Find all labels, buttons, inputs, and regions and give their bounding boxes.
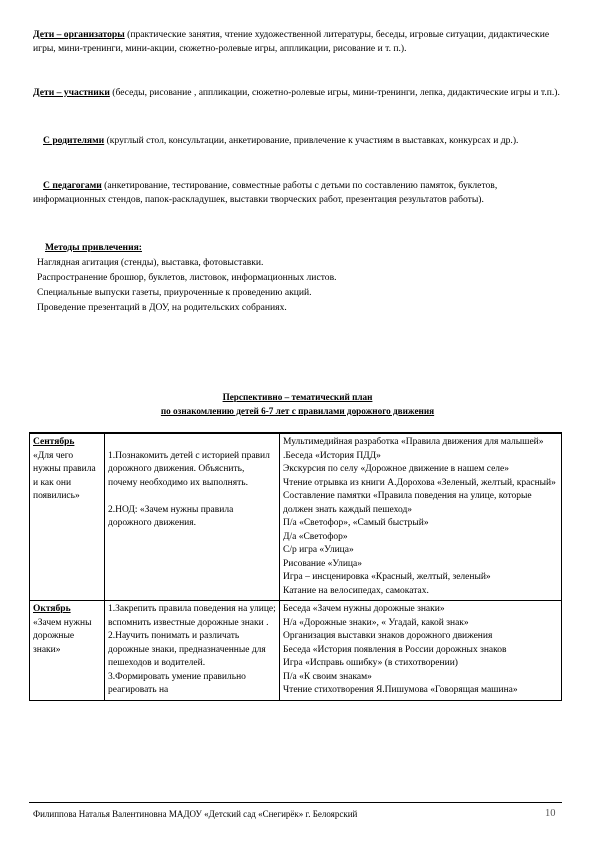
topic-label: «Для чего нужны правила и как они появились» bbox=[33, 450, 96, 501]
goal-item: 3.Формировать умение правильно реагировать на bbox=[108, 671, 246, 695]
plan-title: Перспективно – тематический план bbox=[222, 392, 373, 402]
section-text: (практические занятия, чтение художественной литературы, беседы, игровые ситуации, дидактические игры, мини-тренинги, мини-акции, сюжетно-ролевые игры, аппликации, рисование и т. п.). bbox=[33, 29, 550, 55]
goals-cell bbox=[105, 601, 280, 701]
methods-item: Распространение брошюр, буклетов, листовок, информационных листов. bbox=[37, 272, 337, 283]
page-number: 10 bbox=[545, 808, 556, 819]
activities-cell bbox=[280, 601, 562, 701]
month-label: Сентябрь bbox=[33, 437, 75, 447]
activity-item: Д/а «Светофор» bbox=[283, 531, 348, 542]
footer-divider bbox=[29, 802, 562, 803]
plan-subtitle: по ознакомлению детей 6-7 лет с правилами дорожного движения bbox=[160, 406, 435, 416]
section-teachers bbox=[33, 179, 563, 207]
goal-item: 2.НОД: «Зачем нужны правила дорожного движения. bbox=[108, 504, 234, 528]
activity-item: Экскурсия по селу «Дорожное движение в нашем селе» bbox=[283, 464, 510, 474]
methods-item: Специальные выпуски газеты, приуроченные к проведению акций. bbox=[37, 287, 312, 298]
plan-table bbox=[29, 432, 562, 701]
activity-item: Беседа «История появления в России дорожных знаков bbox=[283, 644, 507, 655]
activity-item: П/а «Светофор», «Самый быстрый» bbox=[283, 518, 429, 528]
activity-item: Игра «Исправь ошибку» (в стихотворении) bbox=[283, 658, 458, 668]
section-children-organizers bbox=[33, 28, 563, 56]
month-cell bbox=[30, 601, 105, 701]
section-label: С педагогами bbox=[43, 180, 102, 191]
methods-block bbox=[37, 240, 337, 315]
page-footer: Филиппова Наталья Валентиновна МАДОУ «Детский сад «Снегирёк» г. Белоярский bbox=[33, 809, 358, 819]
activity-item: Организация выставки знаков дорожного движения bbox=[283, 631, 493, 641]
activity-item: Беседа «Зачем нужны дорожные знаки» bbox=[283, 604, 445, 614]
goal-item: 2.Научить понимать и различать дорожные знаки, предназначенные для пешеходов и водителей. bbox=[108, 631, 266, 668]
activity-item: .Беседа «История ПДД» bbox=[283, 450, 381, 461]
section-label: С родителями bbox=[43, 135, 105, 146]
section-parents bbox=[33, 134, 563, 148]
activity-item: С/р игра «Улица» bbox=[283, 545, 354, 555]
activity-item: Составление памятки «Правила поведения на улице, которые должен знать каждый пешеход» bbox=[283, 491, 532, 515]
section-text: (беседы, рисование , аппликации, сюжетно-ролевые игры, мини-тренинги, лепка, дидактические игры и т.п.). bbox=[109, 87, 560, 98]
table-row bbox=[30, 601, 562, 701]
methods-title: Методы привлечения: bbox=[45, 242, 142, 253]
activity-item: Игра – инсценировка «Красный, желтый, зеленый» bbox=[283, 572, 491, 582]
methods-item: Наглядная агитация (стенды), выставка, фотовыставки. bbox=[37, 257, 264, 268]
topic-label: «Зачем нужны дорожные знаки» bbox=[33, 617, 92, 655]
goal-item: 1.Закрепить правила поведения на улице; вспомнить известные дорожные знаки . bbox=[108, 604, 276, 628]
month-cell bbox=[30, 433, 105, 601]
month-label: Октябрь bbox=[33, 604, 71, 614]
table-row bbox=[30, 433, 562, 601]
section-text: (круглый стол, консультации, анкетирование, привлечение к участиям в выставках, конкурсах и др.). bbox=[104, 135, 519, 146]
activity-item: Чтение отрывка из книги А.Дорохова «Зеленый, желтый, красный» bbox=[283, 477, 556, 488]
section-children-participants bbox=[33, 86, 563, 100]
goals-cell bbox=[105, 433, 280, 601]
methods-item: Проведение презентаций в ДОУ, на родительских собраниях. bbox=[37, 302, 287, 313]
activity-item: Катание на велосипедах, самокатах. bbox=[283, 585, 429, 596]
section-text: (анкетирование, тестирование, совместные работы с детьми по составлению памяток, буклетов, информационных стендов, папок-раскладушек, выставки творческих работ, презентация результатов работы). bbox=[33, 180, 498, 206]
section-label: Дети – организаторы bbox=[33, 29, 125, 40]
goal-item: 1.Познакомить детей с историей правил дорожного движения. Объяснить, почему необходимо их выполнять. bbox=[108, 450, 270, 488]
activity-item: Мультимедийная разработка «Правила движения для малышей» bbox=[283, 437, 544, 447]
activity-item: Н/а «Дорожные знаки», « Угадай, какой знак» bbox=[283, 617, 469, 628]
activity-item: Рисование «Улица» bbox=[283, 558, 362, 569]
activity-item: Чтение стихотворения Я.Пишумова «Говорящая машина» bbox=[283, 685, 518, 695]
activity-item: П/а «К своим знакам» bbox=[283, 671, 372, 682]
activities-cell bbox=[280, 433, 562, 601]
section-label: Дети – участники bbox=[33, 87, 110, 98]
